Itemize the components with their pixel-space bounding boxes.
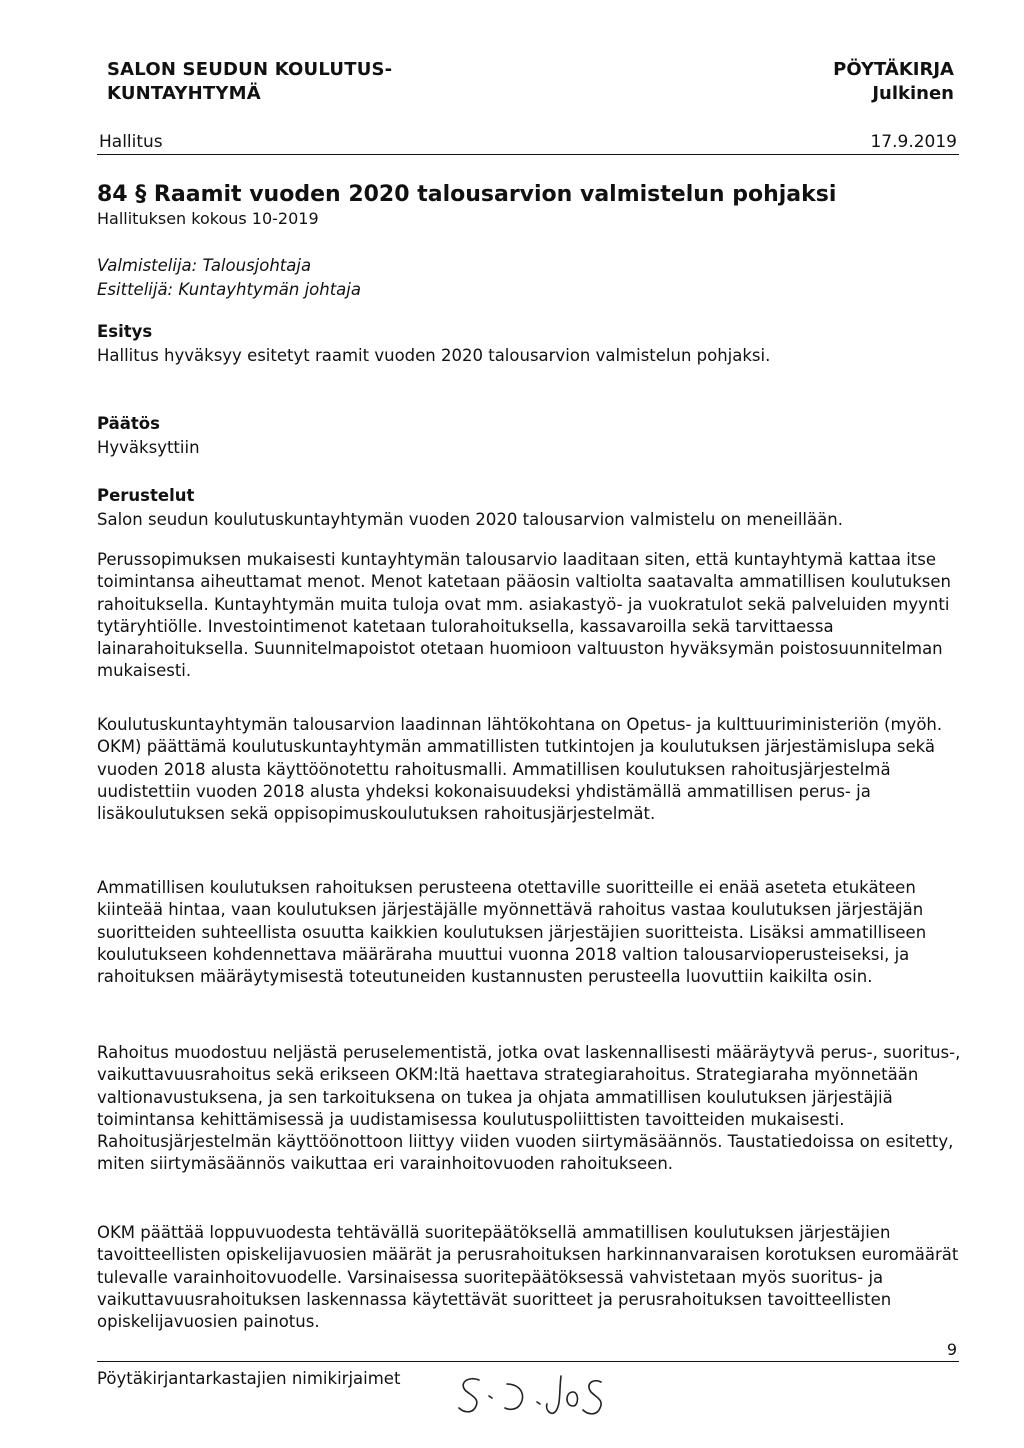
- meeting-date: 17.9.2019: [870, 132, 957, 152]
- paragraph-5: OKM päättää loppuvuodesta tehtävällä suoritepäätöksellä ammatillisen koulutuksen järjestäjien tavoitteellisten opiskelijavuosien määrät ja perusrahoituksen harkinnanvaraisen korotuksen euromäärät tulevalle varainhoitovuodelle. Varsinaisessa suoritepäätöksessä vahvistetaan myös suoritus- ja vaikuttavuusrahoituksen laskennassa käytettävät suoritteet ja perusrahoituksen tavoitteellisten opiskelijavuosien painotus.: [97, 1223, 959, 1332]
- paragraph-2: Koulutuskuntayhtymän talousarvion laadinnan lähtökohtana on Opetus- ja kulttuuriministeriön (myöh. OKM) päättämä koulutuskuntayhtymän ammatillisten tutkintojen ja koulutuksen järjestämislupa sekä vuoden 2018 alusta käyttöönotettu rahoitusmalli. Ammatillisen koulutuksen rahoitusjärjestelmä uudistettiin vuoden 2018 alusta yhdeksi kokonaisuudeksi yhdistämällä ammatillisen perus- ja lisäkoulutuksen sekä oppisopimuskoulutuksen rahoitusjärjestelmät.: [97, 715, 943, 824]
- decision-text: Hyväksyttiin: [97, 438, 200, 457]
- handwritten-initials: [455, 1362, 635, 1442]
- roles-block: [97, 254, 361, 302]
- body-name: Hallitus: [99, 132, 163, 152]
- proposal-heading: Esitys: [97, 322, 153, 341]
- header-rule: [97, 132, 959, 155]
- organization-name: [107, 58, 392, 106]
- rationale-section: [97, 484, 967, 532]
- organization-name-line1: SALON SEUDUN KOULUTUS-: [107, 59, 393, 80]
- page-number: 9: [946, 1340, 957, 1359]
- presenter-line: Esittelijä: Kuntayhtymän johtaja: [97, 280, 361, 299]
- preparer-line: Valmistelija: Talousjohtaja: [97, 256, 312, 275]
- paragraph-4: Rahoitus muodostuu neljästä peruselementistä, jotka ovat laskennallisesti määräytyvä perus-, suoritus-, vaikuttavuusrahoitus sekä erikseen OKM:ltä haettava strategiarahoitus. Strategiaraha myönnetään valtionavustuksena, ja sen tarkoituksena on tukea ja ohjata ammatillisen koulutuksen järjestäjiä toimintansa kehittämisessä ja uudistamisessa koulutuspoliittisten tavoitteiden mukaisesti. Rahoitusjärjestelmän käyttöönottoon liittyy viiden vuoden siirtymäsäännös. Taustatiedoissa on esitetty, miten siirtymäsäännös vaikuttaa eri varainhoitovuoden rahoitukseen.: [97, 1043, 961, 1174]
- organization-name-line2: KUNTAYHTYMÄ: [107, 83, 261, 104]
- paragraph-3: Ammatillisen koulutuksen rahoituksen perusteena otettaville suoritteille ei enää aseteta etukäteen kiinteää hintaa, vaan koulutuksen järjestäjälle myönnettävä rahoitus vastaa koulutuksen järjestäjän suoritteiden suhteellista osuutta kaikkien koulutuksen järjestäjien suoritteista. Lisäksi ammatilliseen koulutukseen kohdennettava määräraha muuttui vuonna 2018 valtion talousarvioperusteiseksi, ja rahoituksen määräytymisestä toteutuneiden kustannusten perusteella luovuttiin kaikilta osin.: [97, 878, 927, 987]
- decision-section: [97, 412, 967, 460]
- rationale-intro: Salon seudun koulutuskuntayhtymän vuoden 2020 talousarvion valmistelu on meneillään.: [97, 510, 843, 529]
- rationale-heading: Perustelut: [97, 486, 195, 505]
- proposal-section: [97, 320, 967, 368]
- visibility-label: Julkinen: [872, 83, 954, 104]
- document-type: [833, 58, 954, 106]
- decision-heading: Päätös: [97, 414, 160, 433]
- item-title: 84 § Raamit vuoden 2020 talousarvion valmistelun pohjaksi: [97, 182, 837, 207]
- document-type-label: PÖYTÄKIRJA: [833, 59, 954, 80]
- paragraph-1: Perussopimuksen mukaisesti kuntayhtymän talousarvio laaditaan siten, että kuntayhtymä kattaa itse toimintansa aiheuttamat menot. Menot katetaan pääosin valtiolta saatavalta ammatillisen koulutuksen rahoituksella. Kuntayhtymän muita tuloja ovat mm. asiakastyö- ja vuokratulot sekä palveluiden myynti tytäryhtiölle. Investointimenot katetaan tulorahoituksella, kassavaroilla sekä tarvittaessa lainarahoituksella. Suunnitelmapoistot otetaan huomioon valtuuston hyväksymän poistosuunnitelman mukaisesti.: [97, 550, 951, 681]
- signature-label: Pöytäkirjantarkastajien nimikirjaimet: [97, 1369, 401, 1388]
- proposal-text: Hallitus hyväksyy esitetyt raamit vuoden 2020 talousarvion valmistelun pohjaksi.: [97, 346, 771, 365]
- meeting-reference: Hallituksen kokous 10-2019: [97, 209, 319, 228]
